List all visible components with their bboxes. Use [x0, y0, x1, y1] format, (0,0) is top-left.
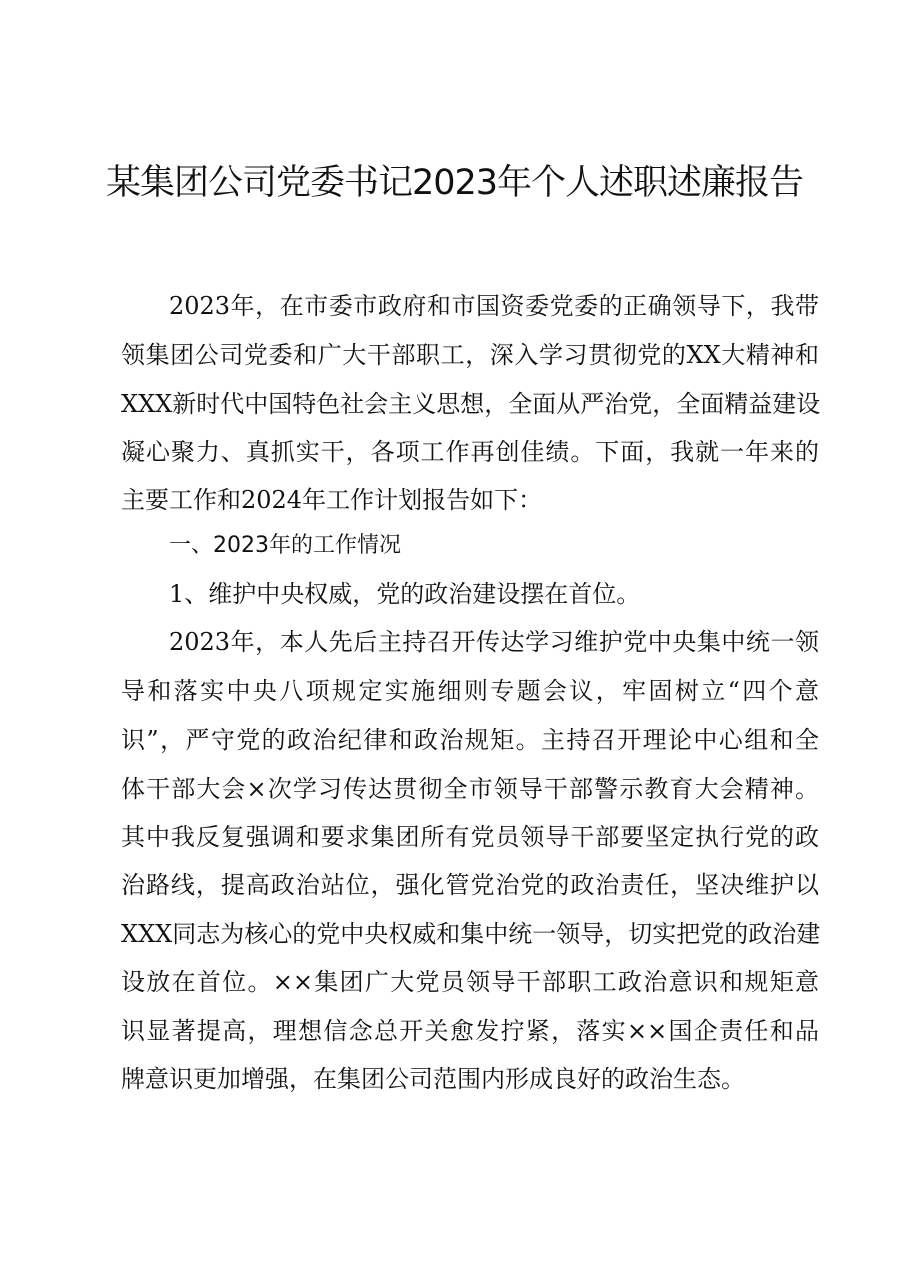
section-heading: 一、2023年的工作情况: [169, 533, 401, 558]
paragraph-2-line-3: 识”，严守党的政治纪律和政治规矩。主持召开理论中心组和全: [121, 726, 819, 754]
paragraph-2-line-9: 识显著提高，理想信念总开关愈发拧紧，落实××国企责任和品: [121, 1017, 819, 1045]
paragraph-1-line-1: 2023年，在市委市政府和市国资委党委的正确领导下，我带: [169, 292, 819, 320]
paragraph-1-line-4: 凝心聚力、真抓实干，各项工作再创佳绩。下面，我就一年来的: [121, 438, 819, 466]
paragraph-2-line-10: 牌意识更加增强，在集团公司范围内形成良好的政治生态。: [121, 1065, 745, 1093]
paragraph-2-line-5: 其中我反复强调和要求集团所有党员领导干部要坚定执行党的政: [121, 823, 819, 851]
subsection-heading: 1、维护中央权威，党的政治建设摆在首位。: [169, 580, 641, 608]
paragraph-2-line-1: 2023年，本人先后主持召开传达学习维护党中央集中统一领: [169, 628, 819, 656]
paragraph-2-line-8: 设放在首位。××集团广大党员领导干部职工政治意识和规矩意: [121, 968, 819, 996]
document-title: 某集团公司党委书记2023年个人述职述廉报告: [105, 163, 804, 203]
paragraph-2-line-2: 导和落实中央八项规定实施细则专题会议，牢固树立“四个意: [121, 677, 819, 705]
paragraph-2-line-6: 治路线，提高政治站位，强化管党治党的政治责任，坚决维护以: [121, 871, 819, 899]
paragraph-1-line-3: XXX新时代中国特色社会主义思想，全面从严治党，全面精益建设: [121, 390, 821, 418]
paragraph-2-line-7: XXX同志为核心的党中央权威和集中统一领导，切实把党的政治建: [121, 920, 821, 948]
paragraph-1-line-2: 领集团公司党委和广大干部职工，深入学习贯彻党的XX大精神和: [121, 341, 819, 369]
paragraph-2-line-4: 体干部大会×次学习传达贯彻全市领导干部警示教育大会精神。: [121, 775, 819, 803]
paragraph-1-line-5: 主要工作和2024年工作计划报告如下：: [121, 486, 543, 514]
